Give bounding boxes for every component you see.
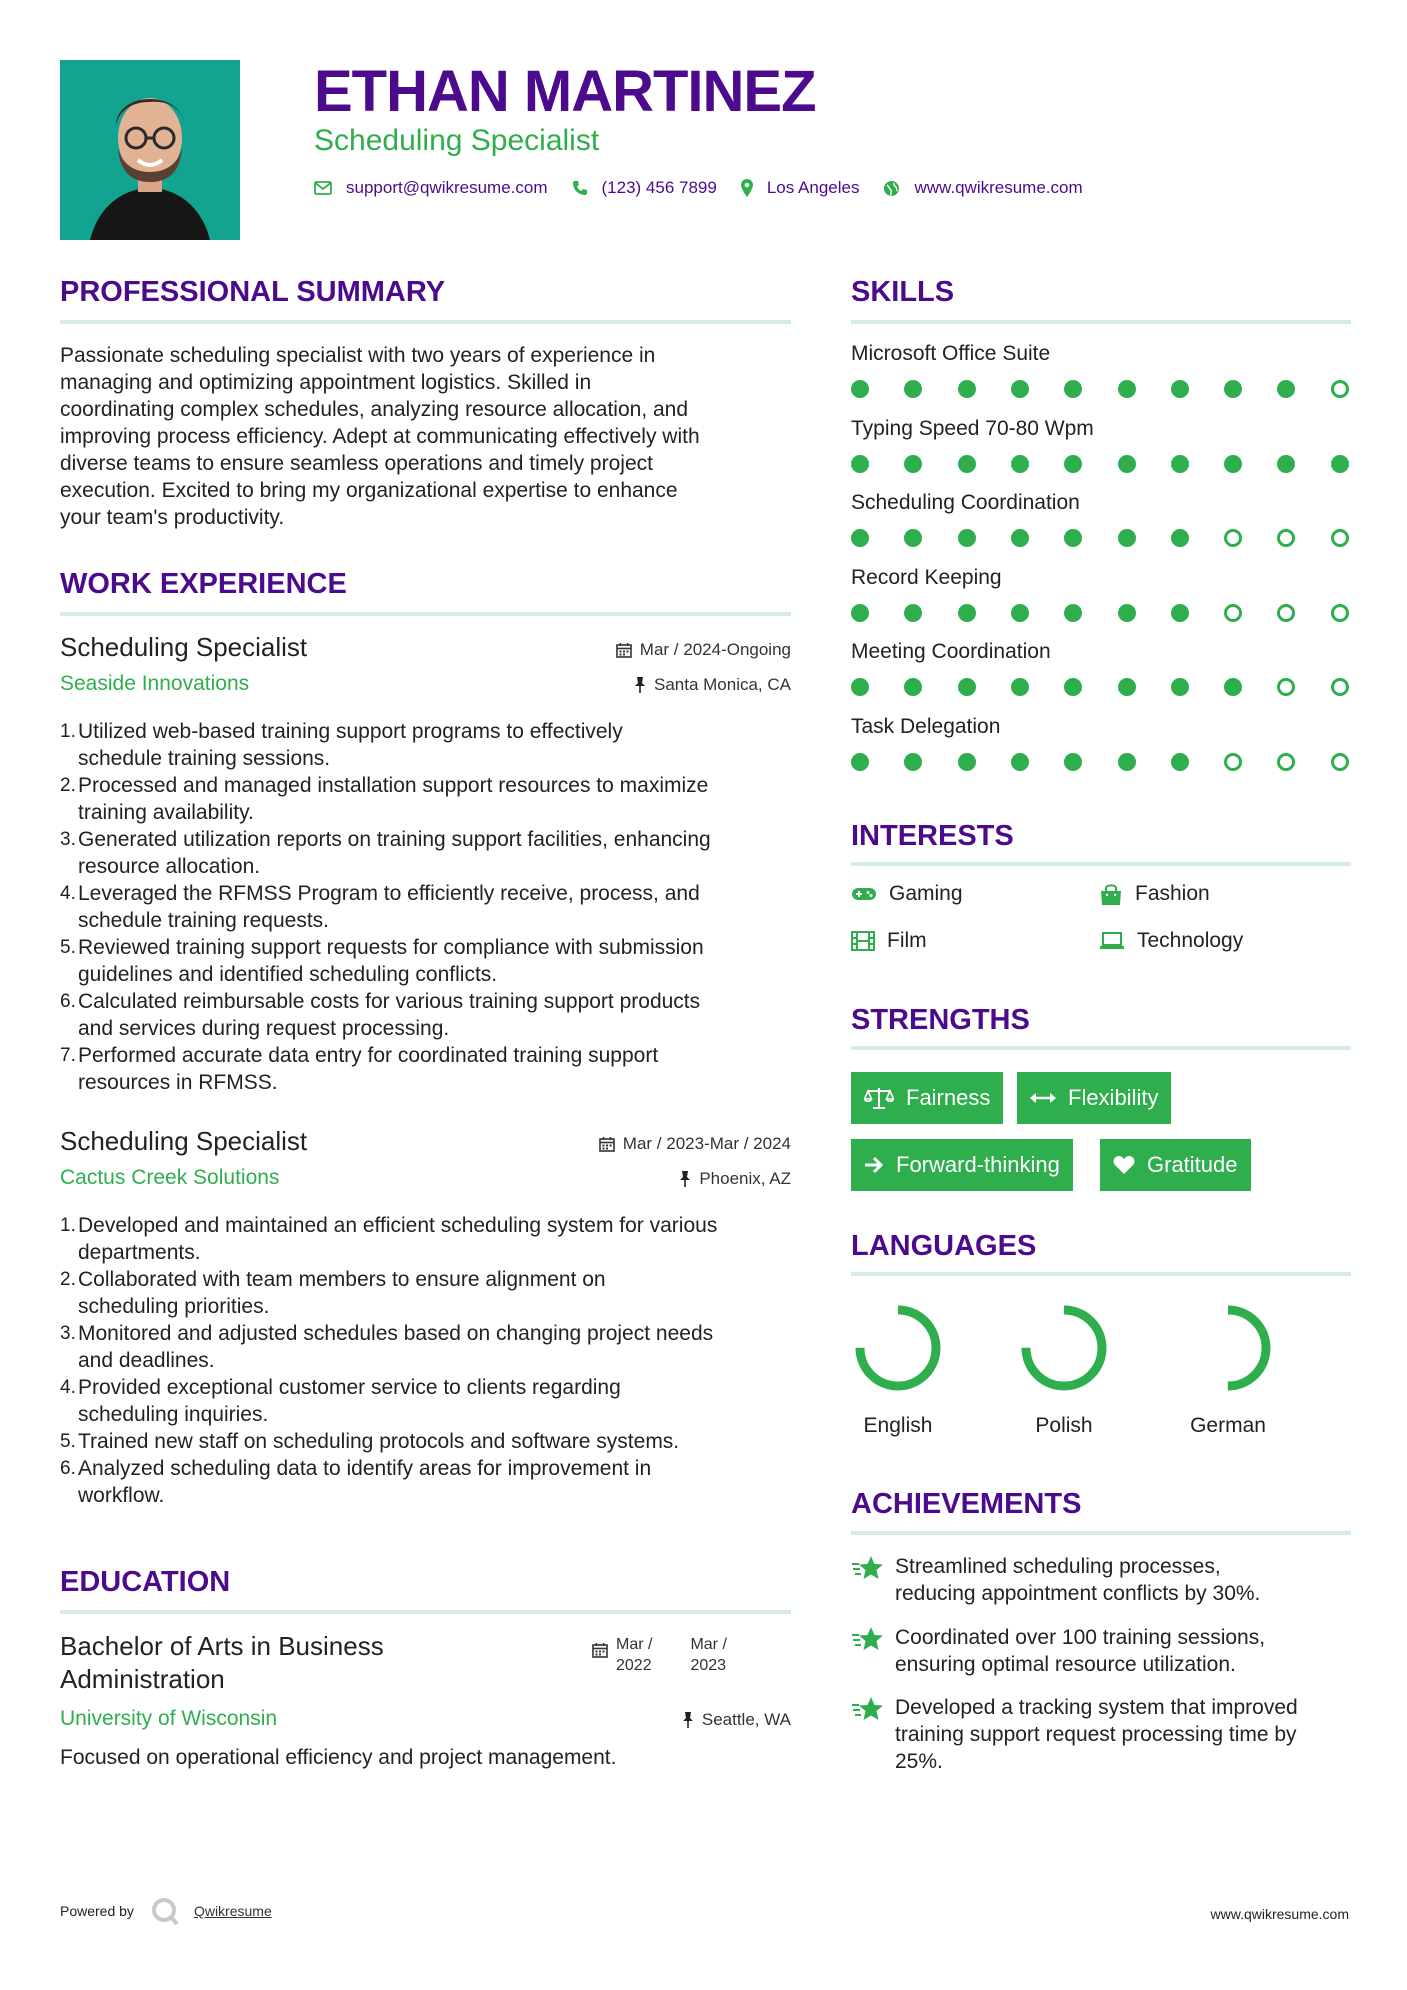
job-location-text: Santa Monica, CA (653, 675, 791, 694)
experience-heading: WORK EXPERIENCE (60, 568, 347, 600)
job-dates (599, 1134, 791, 1154)
list-item: 1. Utilized web-based training support programs to effectively schedule training sessions. (60, 720, 623, 770)
degree-title: Bachelor of Arts in Business Administration (60, 1631, 384, 1694)
email-text: support@qwikresume.com (346, 178, 548, 197)
interests-divider (851, 862, 1351, 866)
rating-dot-filled (1011, 678, 1029, 696)
rating-dot-filled (904, 529, 922, 547)
languages-divider (851, 1272, 1351, 1276)
rating-dot-filled (851, 455, 869, 473)
candidate-title: Scheduling Specialist (314, 124, 600, 157)
skill-name: Task Delegation (851, 715, 1001, 738)
rating-dot-filled (1171, 455, 1189, 473)
strengths-divider (851, 1046, 1351, 1050)
skill-rating (851, 380, 1351, 400)
rating-dot-filled (958, 529, 976, 547)
language-progress-ring (850, 1300, 946, 1396)
shopping-bag-icon (1099, 883, 1123, 905)
education-end: Mar / 2023 (690, 1636, 727, 1674)
calendar-icon (592, 1634, 608, 1676)
rating-dot-filled (958, 604, 976, 622)
location-text: Los Angeles (766, 178, 860, 197)
strength-tag-fairness: Fairness (851, 1072, 1003, 1124)
profile-photo (60, 60, 240, 240)
list-item: 6. Calculated reimbursable costs for various training support products and services during request processing. (60, 990, 701, 1040)
envelope-icon (314, 181, 332, 195)
rating-dot-filled (1064, 753, 1082, 771)
rating-dot-filled (1118, 604, 1136, 622)
skill-item (851, 342, 1351, 404)
interest-fashion: Fashion (1099, 882, 1210, 906)
strengths-heading: STRENGTHS (851, 1004, 1030, 1036)
phone-icon (572, 180, 588, 196)
education-location: Seattle, WA (682, 1710, 791, 1730)
skill-name: Record Keeping (851, 566, 1002, 589)
rating-dot-filled (851, 678, 869, 696)
skill-item (851, 715, 1351, 777)
film-icon (851, 931, 875, 951)
star-icon (851, 1624, 895, 1678)
candidate-name: ETHAN MARTINEZ (314, 59, 816, 124)
education-description: Focused on operational efficiency and project management. (60, 1746, 617, 1769)
rating-dot-filled (851, 380, 869, 398)
arrows-horizontal-icon (1030, 1092, 1056, 1104)
skill-name: Typing Speed 70-80 Wpm (851, 417, 1094, 440)
skills-divider (851, 320, 1351, 324)
globe-icon (883, 180, 900, 197)
education-entry (60, 1630, 791, 1790)
list-item: 6. Analyzed scheduling data to identify areas for improvement in workflow. (60, 1457, 652, 1507)
achievements-divider (851, 1531, 1351, 1535)
achievements-heading: ACHIEVEMENTS (851, 1488, 1082, 1520)
pushpin-icon (679, 1171, 691, 1187)
rating-dot-filled (904, 678, 922, 696)
job-company: Cactus Creek Solutions (60, 1166, 280, 1189)
qwikresume-link[interactable]: Qwikresume (193, 1903, 272, 1919)
rating-dot-empty (1224, 529, 1242, 547)
interests-heading: INTERESTS (851, 820, 1014, 852)
language-item (843, 1300, 953, 1438)
rating-dot-filled (1277, 455, 1295, 473)
interest-gaming: Gaming (851, 882, 963, 906)
summary-line: your team's productivity. (60, 506, 285, 529)
list-item: 4. Leveraged the RFMSS Program to efficiently receive, process, and schedule training requests. (60, 882, 700, 932)
job-dates-text: Mar / 2023-Mar / 2024 (622, 1134, 791, 1153)
rating-dot-filled (1224, 678, 1242, 696)
rating-dot-filled (1224, 455, 1242, 473)
rating-dot-filled (958, 753, 976, 771)
list-item: 5. Reviewed training support requests for compliance with submission guidelines and identified scheduling conflicts. (60, 936, 704, 986)
strength-tag-flexibility: Flexibility (1017, 1072, 1171, 1124)
pushpin-icon (682, 1712, 694, 1728)
job-entry-header (60, 1126, 791, 1196)
contact-location (741, 178, 860, 198)
profile-photo-illustration (60, 60, 240, 240)
language-name: German (1190, 1414, 1266, 1437)
rating-dot-filled (1118, 529, 1136, 547)
rating-dot-filled (851, 529, 869, 547)
laptop-icon (1099, 932, 1125, 950)
skill-name: Scheduling Coordination (851, 491, 1080, 514)
language-progress-arc (1190, 1310, 1266, 1386)
skill-rating (851, 753, 1351, 773)
job-location-text: Phoenix, AZ (699, 1169, 791, 1188)
rating-dot-empty (1331, 753, 1349, 771)
strength-tag-gratitude: Gratitude (1100, 1139, 1251, 1191)
education-heading: EDUCATION (60, 1566, 231, 1598)
rating-dot-filled (1171, 529, 1189, 547)
language-progress-ring (1016, 1300, 1112, 1396)
language-name: Polish (1035, 1414, 1093, 1437)
rating-dot-filled (1064, 529, 1082, 547)
languages-heading: LANGUAGES (851, 1230, 1037, 1262)
rating-dot-filled (1064, 380, 1082, 398)
interest-technology: Technology (1099, 929, 1243, 953)
skill-rating (851, 604, 1351, 624)
arrow-right-icon (864, 1156, 884, 1174)
rating-dot-empty (1331, 380, 1349, 398)
experience-divider (60, 612, 791, 616)
summary-text (60, 342, 795, 531)
language-progress-arc (1026, 1310, 1102, 1386)
rating-dot-filled (958, 455, 976, 473)
map-marker-icon (741, 179, 753, 197)
rating-dot-empty (1224, 604, 1242, 622)
qwikresume-logo-icon (150, 1896, 180, 1926)
job-bullets (60, 718, 795, 1096)
summary-line: managing and optimizing appointment logistics. Skilled in (60, 371, 592, 394)
summary-line: Passionate scheduling specialist with two years of experience in (60, 344, 656, 367)
summary-divider (60, 320, 791, 324)
phone-text: (123) 456 7899 (601, 178, 717, 197)
rating-dot-filled (1064, 455, 1082, 473)
rating-dot-filled (1011, 455, 1029, 473)
summary-heading: PROFESSIONAL SUMMARY (60, 276, 446, 308)
heart-icon (1113, 1155, 1135, 1175)
job-location (634, 675, 791, 695)
job-title: Scheduling Specialist (60, 632, 308, 662)
rating-dot-filled (904, 380, 922, 398)
contact-bar (314, 178, 1107, 198)
star-icon (851, 1553, 895, 1607)
rating-dot-filled (1331, 455, 1349, 473)
list-item: 1. Developed and maintained an efficient scheduling system for various departments. (60, 1214, 718, 1264)
list-item: 3. Generated utilization reports on training support facilities, enhancing resource allocation. (60, 828, 711, 878)
summary-line: execution. Excited to bring my organizational expertise to enhance (60, 479, 678, 502)
footer-website[interactable]: www.qwikresume.com (1210, 1906, 1349, 1922)
job-entry-header (60, 632, 791, 702)
interest-film: Film (851, 929, 927, 953)
job-title: Scheduling Specialist (60, 1126, 308, 1156)
job-dates-text: Mar / 2024-Ongoing (639, 640, 791, 659)
skills-heading: SKILLS (851, 276, 955, 308)
job-location (679, 1169, 791, 1189)
achievement-item: Coordinated over 100 training sessions, ensuring optimal resource utilization. (851, 1624, 1351, 1678)
education-dates (592, 1634, 727, 1676)
achievement-item: Streamlined scheduling processes, reducing appointment conflicts by 30%. (851, 1553, 1351, 1607)
list-item: 2. Collaborated with team members to ensure alignment on scheduling priorities. (60, 1268, 606, 1318)
strength-tag-forward-thinking: Forward-thinking (851, 1139, 1073, 1191)
rating-dot-filled (1118, 455, 1136, 473)
language-progress-arc (860, 1310, 936, 1386)
rating-dot-filled (1011, 604, 1029, 622)
rating-dot-empty (1277, 604, 1295, 622)
rating-dot-filled (904, 753, 922, 771)
rating-dot-filled (1118, 380, 1136, 398)
calendar-icon (616, 642, 632, 658)
rating-dot-filled (904, 455, 922, 473)
skill-item (851, 417, 1351, 479)
rating-dot-empty (1331, 529, 1349, 547)
rating-dot-filled (1224, 380, 1242, 398)
rating-dot-empty (1331, 678, 1349, 696)
achievement-item: Developed a tracking system that improved training support request processing time by 25%. (851, 1694, 1351, 1775)
list-item: 5. Trained new staff on scheduling protocols and software systems. (60, 1430, 680, 1453)
rating-dot-filled (958, 678, 976, 696)
skill-name: Microsoft Office Suite (851, 342, 1051, 365)
pushpin-icon (634, 677, 646, 693)
education-divider (60, 1610, 791, 1614)
rating-dot-filled (851, 753, 869, 771)
summary-line: diverse teams to ensure seamless operations and timely project (60, 452, 653, 475)
summary-line: improving process efficiency. Adept at communicating effectively with (60, 425, 700, 448)
rating-dot-empty (1277, 753, 1295, 771)
website-text: www.qwikresume.com (914, 178, 1083, 197)
skill-rating (851, 678, 1351, 698)
list-item: 3. Monitored and adjusted schedules based on changing project needs and deadlines. (60, 1322, 714, 1372)
language-item (1009, 1300, 1119, 1438)
job-company: Seaside Innovations (60, 672, 250, 695)
rating-dot-empty (1331, 604, 1349, 622)
job-bullets (60, 1212, 795, 1509)
balance-scale-icon (864, 1086, 894, 1110)
rating-dot-filled (1277, 380, 1295, 398)
summary-line: coordinating complex schedules, analyzing resource allocation, and (60, 398, 689, 421)
language-progress-ring (1180, 1300, 1276, 1396)
footer-powered-by: Powered by Qwikresume (60, 1896, 272, 1926)
rating-dot-filled (958, 380, 976, 398)
skill-item (851, 491, 1351, 553)
rating-dot-filled (1171, 678, 1189, 696)
rating-dot-filled (1118, 753, 1136, 771)
rating-dot-empty (1224, 753, 1242, 771)
language-name: English (863, 1414, 933, 1437)
school-name: University of Wisconsin (60, 1707, 278, 1730)
language-item (1173, 1300, 1283, 1438)
rating-dot-filled (1171, 380, 1189, 398)
rating-dot-filled (851, 604, 869, 622)
skill-rating (851, 455, 1351, 475)
list-item: 7. Performed accurate data entry for coordinated training support resources in RFMSS. (60, 1044, 659, 1094)
contact-email[interactable] (314, 178, 548, 198)
rating-dot-filled (904, 604, 922, 622)
job-dates (616, 640, 791, 660)
rating-dot-filled (1171, 753, 1189, 771)
rating-dot-filled (1011, 753, 1029, 771)
skill-item (851, 566, 1351, 628)
rating-dot-filled (1011, 529, 1029, 547)
rating-dot-filled (1171, 604, 1189, 622)
calendar-icon (599, 1136, 615, 1152)
list-item: 2. Processed and managed installation support resources to maximize training availability. (60, 774, 709, 824)
star-icon (851, 1694, 895, 1775)
gamepad-icon (851, 886, 877, 902)
rating-dot-filled (1011, 380, 1029, 398)
skill-name: Meeting Coordination (851, 640, 1051, 663)
rating-dot-filled (1064, 678, 1082, 696)
contact-phone[interactable] (572, 178, 717, 198)
list-item: 4. Provided exceptional customer service to clients regarding scheduling inquiries. (60, 1376, 621, 1426)
rating-dot-empty (1277, 678, 1295, 696)
rating-dot-filled (1118, 678, 1136, 696)
contact-website[interactable] (883, 178, 1082, 198)
skill-item (851, 640, 1351, 702)
education-start: Mar / 2022 (616, 1636, 653, 1674)
rating-dot-empty (1277, 529, 1295, 547)
rating-dot-filled (1064, 604, 1082, 622)
skill-rating (851, 529, 1351, 549)
